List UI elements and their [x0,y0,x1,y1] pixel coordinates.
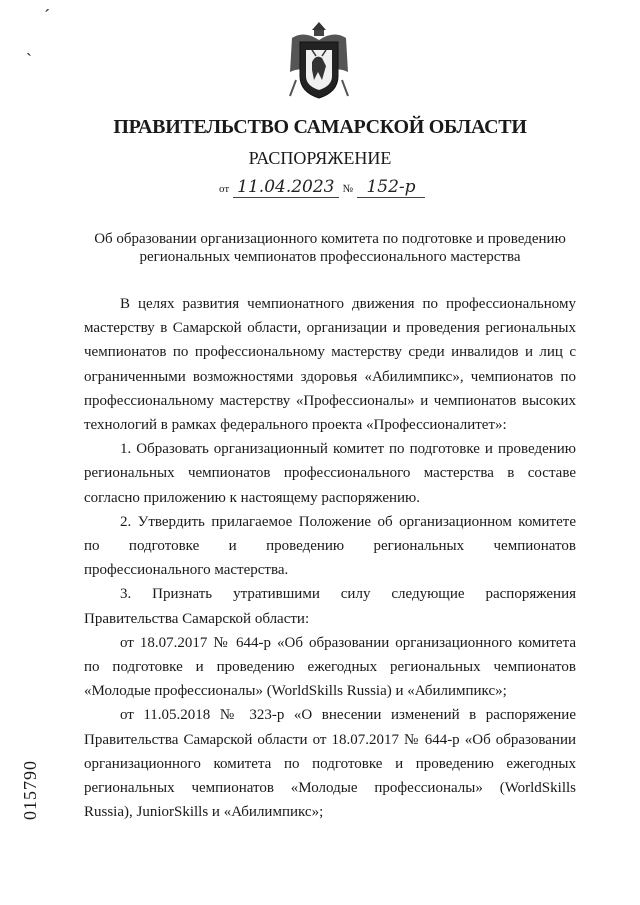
subject-line: региональных чемпионатов профессионального мастерства [139,249,521,265]
serial-number: 015790 [20,760,40,820]
number-label: № [342,183,353,195]
intro-paragraph: В целях развития чемпионатного движения по профессиональному мастерству в Самарской области, организации и проведения региональных чемпионатов по профессиональному мастерству среди инвалидов и лиц с ограниченными возможностями здоровья «Абилимпикс», чемпионатов по профессиональному мастерству «Профессионалы» и чемпионатов высоких технологий в рамках федерального проекта «Профессионалитет»: [84,296,576,434]
repealed-order-paragraph: от 18.07.2017 № 644-р «Об образовании организационного комитета по подготовке и проведению ежегодных региональных чемпионатов «Молодые профессионалы» (WorldSkills Russia) и «Абилимпикс»; [84,634,576,700]
item-1-paragraph: 1. Образовать организационный комитет по подготовке и проведению региональных чемпионатов профессионального мастерства в составе согласно приложению к настоящему распоряжению. [84,441,576,506]
subject-line: Об образовании организационного комитета по подготовке и проведению [94,231,566,247]
document-subject [70,230,590,266]
date-number-line [0,177,640,198]
date-from-label: от [218,183,230,195]
repealed-order-paragraph: от 11.05.2018 № 323-р «О внесении изменений в распоряжение Правительства Самарской области от 18.07.2017 № 644-р «Об образовании организационного комитета по подготовке и проведению ежегодных региональных чемпионатов «Молодые профессионалы» (WorldSkills Russia), JuniorSkills и «Абилимпикс»; [84,707,576,821]
document-body [84,292,576,824]
document-type: РАСПОРЯЖЕНИЕ [248,148,392,168]
coat-of-arms-emblem [286,20,352,102]
item-3-paragraph: 3. Признать утратившими силу следующие распоряжения Правительства Самарской области: [84,586,576,627]
pen-mark: ˊ [44,6,50,26]
government-title: ПРАВИТЕЛЬСТВО САМАРСКОЙ ОБЛАСТИ [113,116,527,138]
document-number: 152-р [357,177,425,198]
document-date: 11.04.2023 [233,177,338,198]
item-2-paragraph: 2. Утвердить прилагаемое Положение об организационном комитете по подготовке и проведению региональных чемпионатов профессионального мастерства. [84,513,576,579]
pen-mark: ˏ [26,36,32,56]
